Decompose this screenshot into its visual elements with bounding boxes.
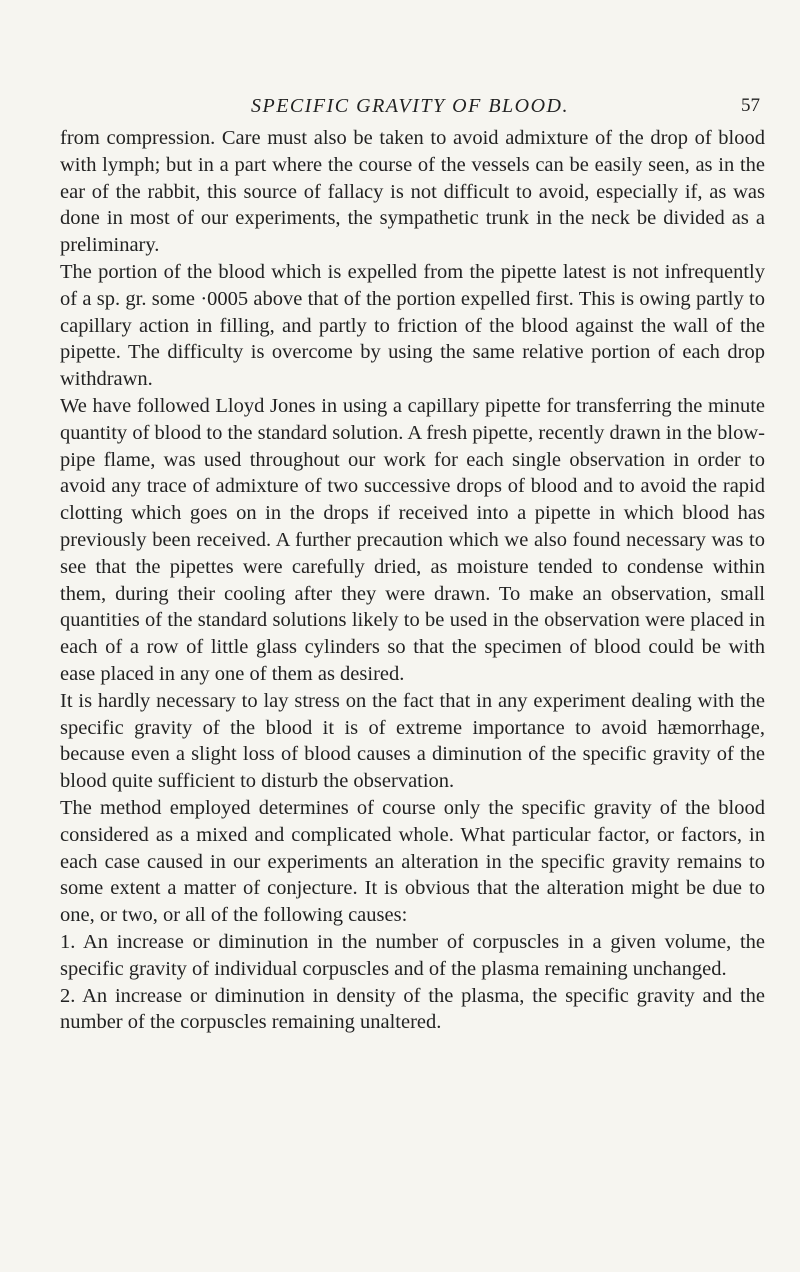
body-text bbox=[60, 125, 765, 1036]
page-number: 57 bbox=[741, 95, 760, 116]
paragraph-5: The method employed determines of course only the specific gravity of the blood considered as a mixed and complicated whole. What particular factor, or factors, in each case caused in our experiments an alteration in the specific gravity remains to some extent a matter of conjecture. It is obvious that the alteration might be due to one, or two, or all of the following causes: bbox=[60, 796, 765, 927]
page-header bbox=[60, 95, 760, 125]
paragraph-4: It is hardly necessary to lay stress on the fact that in any experiment dealing with the specific gravity of the blood it is of extreme importance to avoid hæmorrhage, because even a slight loss of blood causes a diminution of the specific gravity of the blood quite sufficient to disturb the observation. bbox=[60, 689, 765, 793]
paragraph-2: The portion of the blood which is expelled from the pipette latest is not infrequently of a sp. gr. some ·0005 above that of the portion expelled first. This is owing partly to capillary action in filling, and partly to friction of the blood against the wall of the pipette. The difficulty is overcome by using the same relative portion of each drop withdrawn. bbox=[60, 260, 765, 391]
running-title: SPECIFIC GRAVITY OF BLOOD. bbox=[251, 95, 569, 117]
paragraph-3: We have followed Lloyd Jones in using a capillary pipette for transferring the minute quantity of blood to the standard solution. A fresh pipette, recently drawn in the blow-pipe flame, was used throughout our work for each single observation in order to avoid any trace of admixture of two successive drops of blood and to avoid the rapid clotting which goes on in the drops if received into a pipette in which blood has previously been received. A further precaution which we also found necessary was to see that the pipettes were carefully dried, as moisture tended to condense within them, during their cooling after they were drawn. To make an observation, small quantities of the standard solutions likely to be used in the observation were placed in each of a row of little glass cylinders so that the specimen of blood could be with ease placed in any one of them as desired. bbox=[60, 394, 765, 685]
paragraph-1: from compression. Care must also be taken to avoid admixture of the drop of blood with lymph; but in a part where the course of the vessels can be easily seen, as in the ear of the rabbit, this source of fallacy is not difficult to avoid, especially if, as was done in most of our experiments, the sympathetic trunk in the neck be divided as a preliminary. bbox=[60, 127, 765, 257]
list-item-1: 1. An increase or diminution in the number of corpuscles in a given volume, the specific gravity of individual corpuscles and of the plasma remaining unchanged. bbox=[60, 930, 765, 980]
list-item-2: 2. An increase or diminution in density of the plasma, the specific gravity and the number of the corpuscles remaining unaltered. bbox=[60, 984, 765, 1034]
